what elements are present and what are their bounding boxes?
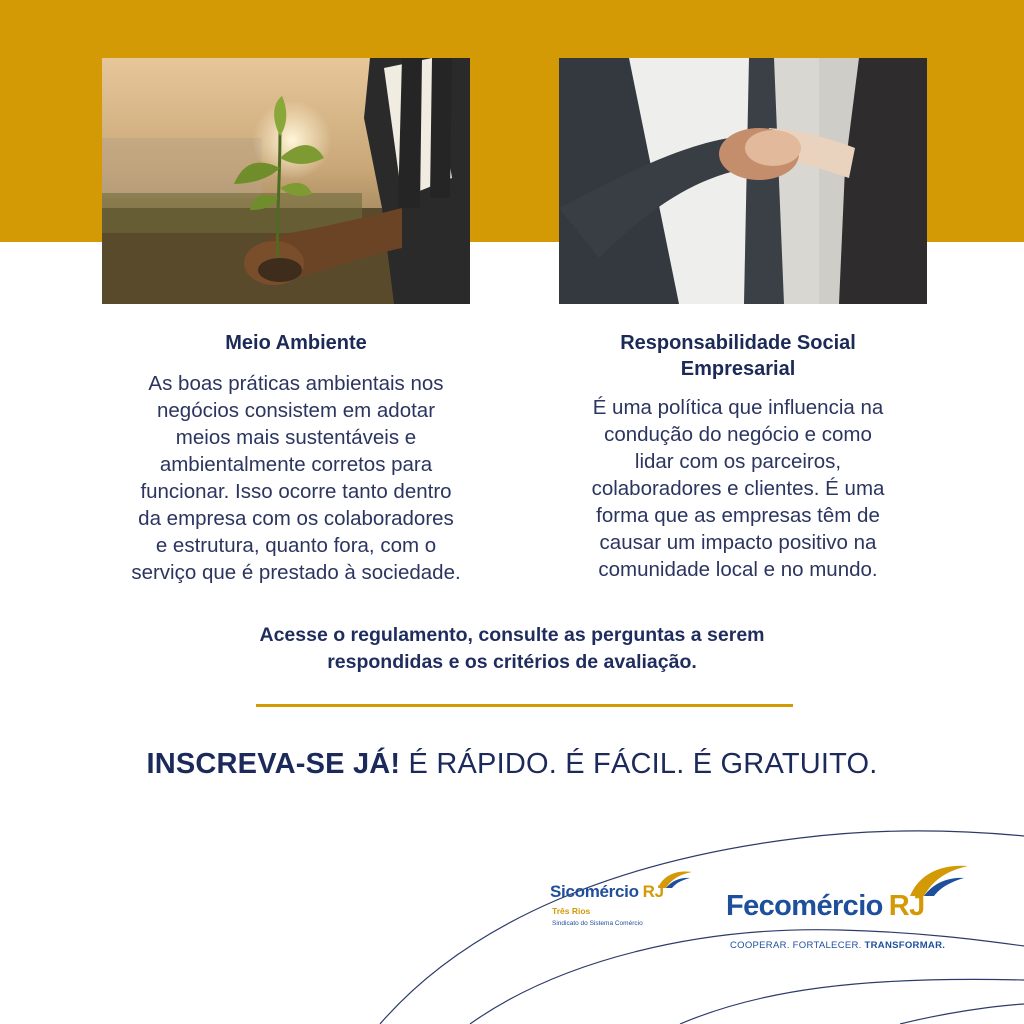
body-line: negócios consistem em adotar (156, 399, 436, 422)
signup-headline (0, 748, 1024, 781)
body-line: meios mais sustentáveis e (175, 426, 417, 449)
gold-divider (256, 704, 793, 707)
body-line: É uma política que influencia na (592, 396, 884, 419)
body-line: serviço que é prestado à sociedade. (131, 561, 461, 584)
fecomercio-name (726, 890, 925, 923)
fecomercio-rj-logo (726, 860, 976, 960)
body-line: comunidade local e no mundo. (598, 558, 878, 581)
sicomercio-rj: RJ (642, 882, 664, 901)
cta-line: Acesse o regulamento, consulte as perguntas a serem (259, 624, 765, 646)
handshake-photo (559, 58, 927, 304)
fecomercio-rj: RJ (888, 890, 925, 922)
sicomercio-wordmark: Sicomércio (550, 882, 639, 901)
tagline-part-bold: TRANSFORMAR. (864, 940, 946, 951)
sicomercio-city: Três Rios (552, 906, 591, 916)
cta-line: respondidas e os critérios de avaliação. (327, 651, 697, 673)
sicomercio-subtitle: Sindicato do Sistema Comércio (552, 920, 643, 927)
body-line: da empresa com os colaboradores (138, 507, 454, 530)
title-line: Empresarial (680, 358, 796, 380)
body-line: forma que as empresas têm de (596, 504, 880, 527)
meio-ambiente-section (96, 330, 496, 586)
body-line: e estrutura, quanto fora, com o (155, 534, 437, 557)
body-line: As boas práticas ambientais nos (148, 372, 444, 395)
headline-bold: INSCREVA-SE JÁ! (146, 748, 401, 780)
headline-rest: É RÁPIDO. É FÁCIL. É GRATUITO. (400, 748, 878, 780)
body-line: causar um impacto positivo na (599, 531, 877, 554)
responsabilidade-social-section (548, 330, 928, 583)
body-line: condução do negócio e como (604, 423, 872, 446)
body-line: funcionar. Isso ocorre tanto dentro (140, 480, 452, 503)
regulation-cta (180, 622, 844, 676)
body-line: lidar com os parceiros, (634, 450, 842, 473)
section-title: Meio Ambiente (225, 332, 367, 354)
tagline-part: FORTALECER. (792, 940, 865, 951)
title-line: Responsabilidade Social (620, 332, 856, 354)
section-body (96, 370, 496, 586)
section-body (548, 394, 928, 583)
section-title (548, 330, 928, 382)
fecomercio-tagline (730, 940, 945, 951)
fecomercio-wordmark: Fecomércio (726, 890, 883, 922)
sicomercio-name (550, 882, 664, 902)
sicomercio-rj-logo (550, 868, 700, 938)
tagline-part: COOPERAR. (730, 940, 793, 951)
body-line: colaboradores e clientes. É uma (591, 477, 885, 500)
hands-holding-seedling-photo (102, 58, 470, 304)
body-line: ambientalmente corretos para (159, 453, 433, 476)
